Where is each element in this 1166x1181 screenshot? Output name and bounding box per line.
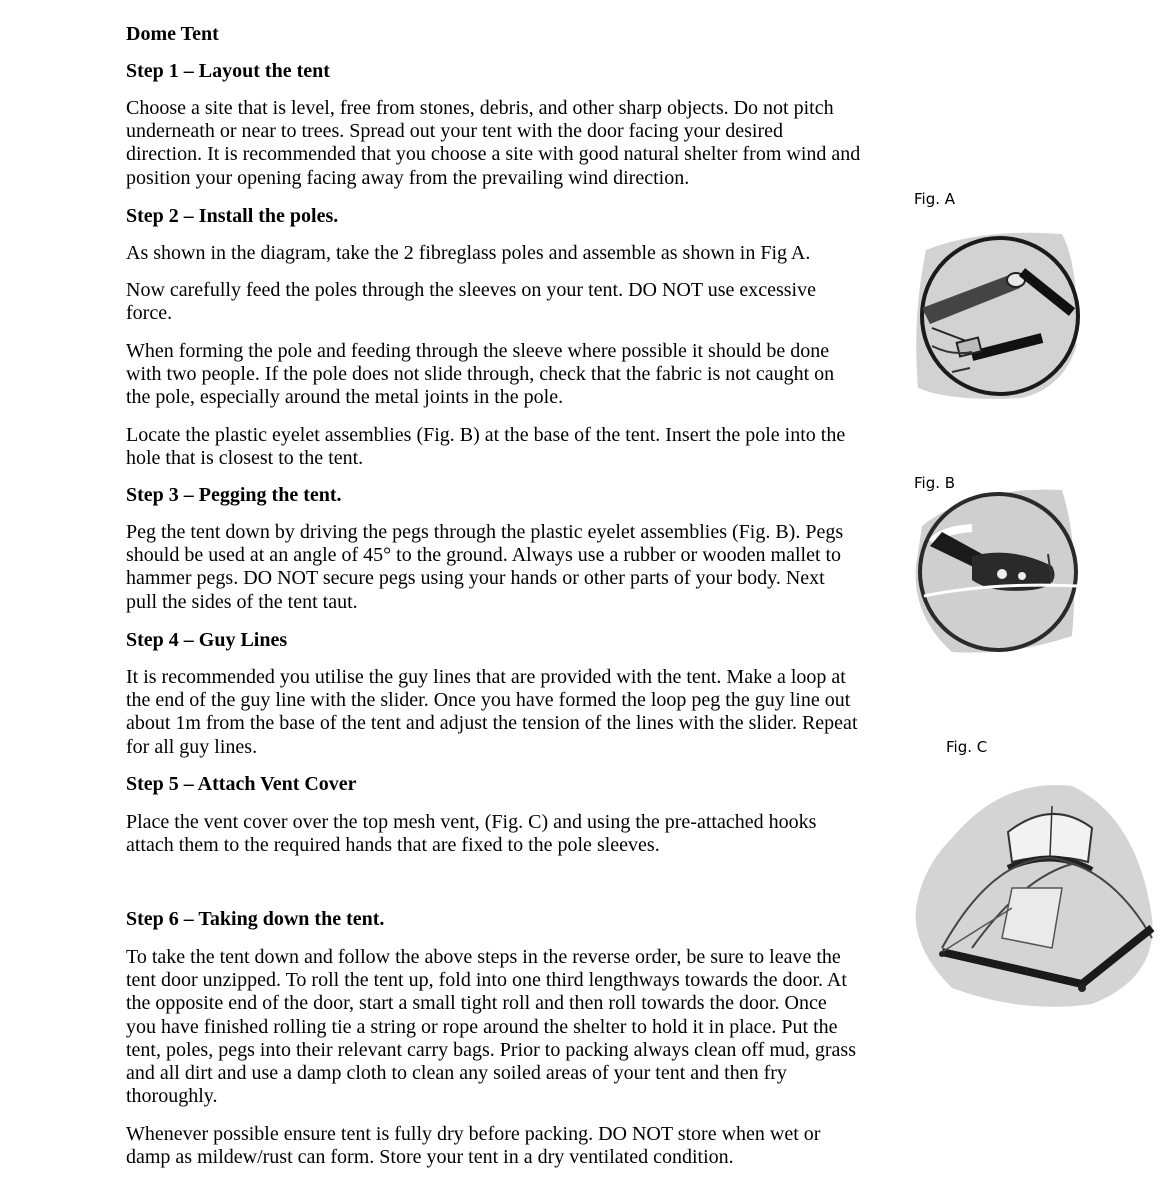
text-line: Locate the plastic eyelet assemblies (Fig. B) at the base of the tent. Insert the pole into the — [126, 424, 846, 446]
text-line: position your opening facing away from the prevailing wind direction. — [126, 166, 690, 189]
text-line: Whenever possible ensure tent is fully dry before packing. DO NOT store when wet or — [126, 1123, 821, 1145]
step-2-heading: Step 2 – Install the poles. — [126, 205, 339, 227]
text-line: and all dirt and use a damp cloth to clean any soiled areas of your tent and then fry — [126, 1062, 787, 1085]
step-1-paragraph — [126, 97, 906, 190]
text-line: hammer pegs. DO NOT secure pegs using your hands or other parts of your body. Next — [126, 567, 825, 590]
fig-a-label: Fig. A — [914, 190, 956, 208]
step-5-heading: Step 5 – Attach Vent Cover — [126, 773, 357, 795]
step-6-heading: Step 6 – Taking down the tent. — [126, 908, 385, 930]
text-line: attach them to the required hands that are fixed to the pole sleeves. — [126, 834, 660, 857]
fig-b-eyelet-illustration — [912, 486, 1082, 656]
fig-b-label: Fig. B — [914, 474, 956, 492]
step-4-paragraph — [126, 666, 906, 759]
document-title: Dome Tent — [126, 23, 219, 45]
fig-c-label: Fig. C — [946, 738, 988, 756]
text-line: direction. It is recommended that you choose a site with good natural shelter from wind and — [126, 143, 861, 166]
text-line: underneath or near to trees. Spread out your tent with the door facing your desired — [126, 120, 784, 143]
text-line: To take the tent down and follow the above steps in the reverse order, be sure to leave the — [126, 946, 841, 968]
text-line: the pole, especially around the metal joints in the pole. — [126, 386, 564, 409]
text-line: tent, poles, pegs into their relevant carry bags. Prior to packing always clean off mud, grass — [126, 1038, 856, 1061]
step-4-heading: Step 4 – Guy Lines — [126, 629, 288, 651]
text-line: the opposite end of the door, start a small tight roll and then roll towards the door. Once — [126, 992, 827, 1015]
step-3-paragraph — [126, 521, 906, 614]
text-line: damp as mildew/rust can form. Store your tent in a dry ventilated condition. — [126, 1146, 734, 1169]
step-6-paragraph-1 — [126, 946, 906, 1108]
text-line: for all guy lines. — [126, 735, 258, 758]
text-line: Choose a site that is level, free from stones, debris, and other sharp objects. Do not pitch — [126, 97, 834, 119]
text-line: force. — [126, 302, 173, 325]
step-1-heading: Step 1 – Layout the tent — [126, 60, 330, 82]
step-2-paragraph-4 — [126, 424, 906, 470]
text-line: tent door unzipped. To roll the tent up, fold into one third lengthways towards the door. At — [126, 969, 847, 992]
step-2-paragraph-1 — [126, 242, 906, 265]
text-line: As shown in the diagram, take the 2 fibreglass poles and assemble as shown in Fig A. — [126, 242, 811, 264]
fig-a-pole-joint-illustration — [912, 228, 1082, 402]
step-6-paragraph-2 — [126, 1123, 906, 1169]
text-line: the end of the guy line with the slider. Once you have formed the loop peg the guy line out — [126, 689, 851, 712]
step-3-heading: Step 3 – Pegging the tent. — [126, 484, 342, 506]
text-line: should be used at an angle of 45° to the ground. Always use a rubber or wooden mallet to — [126, 544, 842, 567]
text-line: pull the sides of the tent taut. — [126, 590, 358, 613]
text-line: about 1m from the base of the tent and adjust the tension of the lines with the slider. Repeat — [126, 712, 858, 735]
text-line: When forming the pole and feeding through the sleeve where possible it should be done — [126, 340, 830, 362]
text-line: thoroughly. — [126, 1085, 218, 1108]
step-2-paragraph-2 — [126, 279, 906, 325]
text-line: It is recommended you utilise the guy lines that are provided with the tent. Make a loop at — [126, 666, 846, 688]
text-line: Now carefully feed the poles through the sleeves on your tent. DO NOT use excessive — [126, 279, 816, 301]
text-line: with two people. If the pole does not slide through, check that the fabric is not caught on — [126, 363, 835, 386]
fig-c-tent-illustration — [912, 778, 1164, 1014]
text-line: you have finished rolling tie a string or rope around the shelter to hold it in place. Put the — [126, 1015, 838, 1038]
step-5-paragraph — [126, 811, 906, 857]
text-line: Place the vent cover over the top mesh vent, (Fig. C) and using the pre-attached hooks — [126, 811, 817, 833]
step-2-paragraph-3 — [126, 340, 906, 410]
text-line: Peg the tent down by driving the pegs through the plastic eyelet assemblies (Fig. B). Pegs — [126, 521, 844, 543]
text-line: hole that is closest to the tent. — [126, 447, 364, 470]
